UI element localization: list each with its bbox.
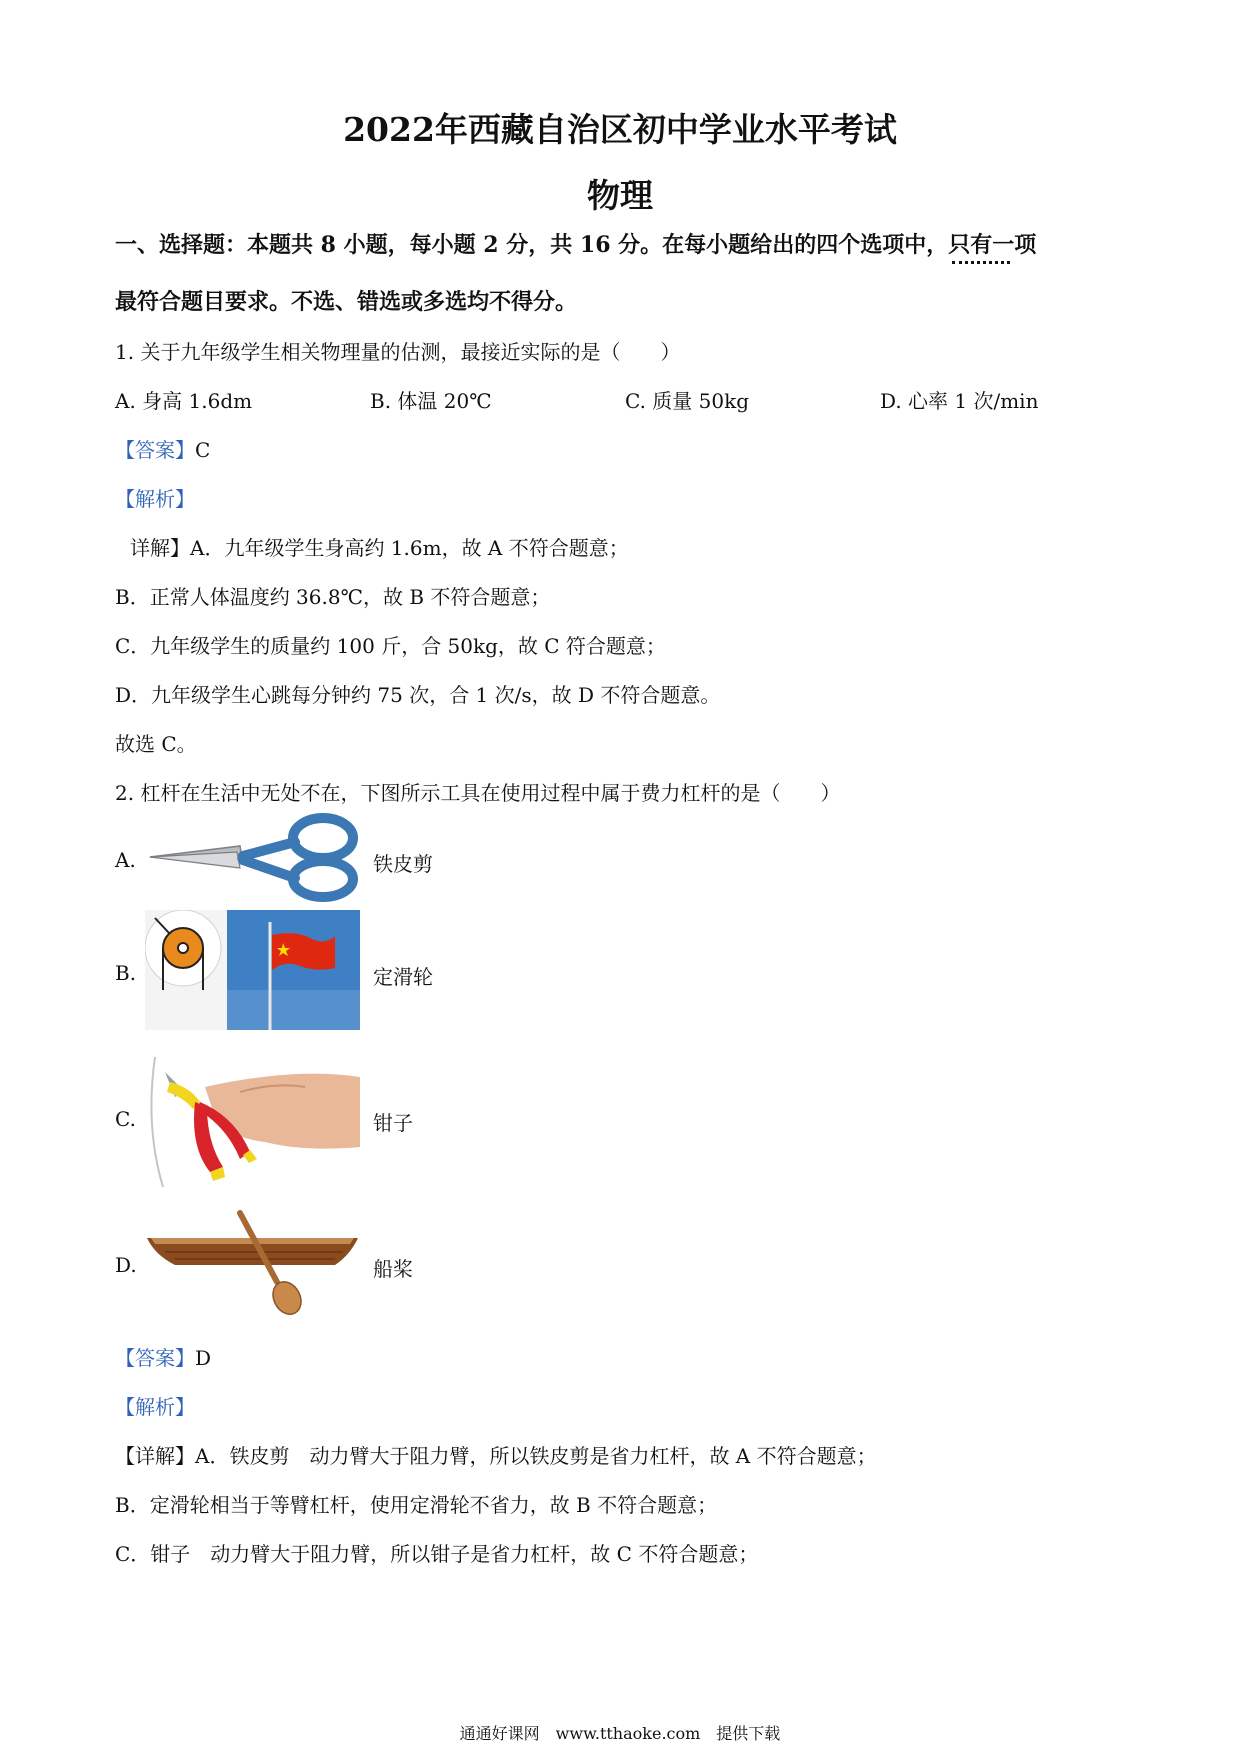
section-emphasis: 只有一 [948,232,1015,258]
q2-analysis-tag: 【解析】 [115,1395,195,1419]
fixed-pulley-image [145,910,360,1030]
q2-option-d-label: 船桨 [373,1257,413,1281]
q1-detail-line: C．九年级学生的质量约 100 斤，合 50kg，故 C 符合题意； [115,634,666,658]
boat-oar-image [145,1210,360,1315]
q2-option-a-letter: A. [115,848,136,872]
q2-option-c-label: 钳子 [373,1111,413,1135]
q1-detail-line: D．九年级学生心跳每分钟约 75 次，合 1 次/s，故 D 不符合题意。 [115,683,721,707]
answer-tag: 【答案】 [115,1346,195,1370]
q2-option-c-letter: C. [115,1107,136,1131]
section-text-part2: 项 [1014,232,1037,258]
section-instructions-line1 [115,228,1036,259]
q2-option-a-label: 铁皮剪 [373,852,433,876]
q1-conclusion: 故选 C。 [115,732,197,756]
answer-tag: 【答案】 [115,438,195,462]
q1-option-b: B. 体温 20℃ [370,389,492,413]
q1-option-c: C. 质量 50kg [625,389,750,413]
q1-analysis-tag: 【解析】 [115,487,195,511]
q2-option-d-letter: D. [115,1253,137,1277]
subject-title: 物理 [587,176,653,215]
q2-detail-line: B．定滑轮相当于等臂杠杆，使用定滑轮不省力，故 B 不符合题意； [115,1493,718,1517]
q2-detail-line [115,1440,877,1469]
q2-answer [115,1342,211,1371]
q1-stem: 1. 关于九年级学生相关物理量的估测，最接近实际的是（ ） [115,340,681,364]
q2-option-b-label: 定滑轮 [373,965,433,989]
detail-text: A．铁皮剪 动力臂大于阻力臂，所以铁皮剪是省力杠杆，故 A 不符合题意； [195,1444,877,1468]
q1-detail-line: 详解】A．九年级学生身高约 1.6m，故 A 不符合题意； [130,536,629,560]
exam-title: 2022年西藏自治区初中学业水平考试 [343,110,897,149]
footer-credit: 通通好课网 www.tthaoke.com 提供下载 [459,1724,781,1743]
tin-snips-image [145,812,360,902]
q1-detail-line: B．正常人体温度约 36.8℃，故 B 不符合题意； [115,585,551,609]
q2-detail-line: C．钳子 动力臂大于阻力臂，所以钳子是省力杠杆，故 C 不符合题意； [115,1542,759,1566]
answer-value: D [195,1346,212,1370]
section-text-part1: 一、选择题：本题共 8 小题，每小题 2 分，共 16 分。在每小题给出的四个选项中， [115,232,949,258]
section-instructions-line2: 最符合题目要求。不选、错选或多选均不得分。 [115,289,578,315]
pliers-image [145,1047,360,1192]
q1-answer [115,434,210,463]
q2-option-b-letter: B. [115,961,137,985]
q1-option-a: A. 身高 1.6dm [115,389,253,413]
q1-option-d: D. 心率 1 次/min [880,389,1039,413]
q2-stem: 2. 杠杆在生活中无处不在，下图所示工具在使用过程中属于费力杠杆的是（ ） [115,781,841,805]
detail-tag: 【详解】 [115,1444,195,1468]
answer-value: C [195,438,211,462]
